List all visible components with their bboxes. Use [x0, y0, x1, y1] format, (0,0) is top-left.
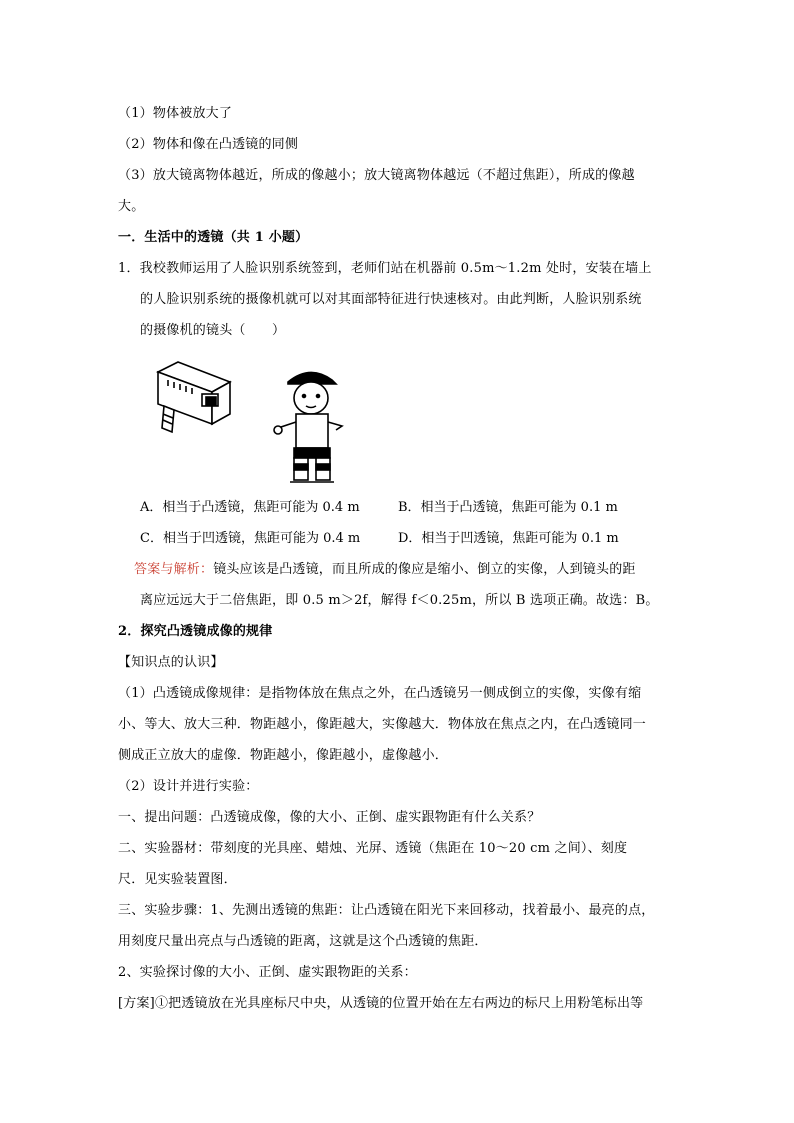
option-b: B．相当于凸透镜，焦距可能为 0.1 m	[398, 500, 618, 515]
option-d: D．相当于凹透镜，焦距可能为 0.1 m	[398, 531, 619, 546]
camera-icon	[158, 362, 230, 432]
question1-illustration	[150, 360, 410, 485]
answer-line1	[134, 560, 636, 580]
step2-line1: 二、实验器材：带刻度的光具座、蜡烛、光屏、透镜（焦距在 10～20 cm 之间）、刻度	[118, 841, 628, 856]
option-c: C．相当于凹透镜，焦距可能为 0.4 m	[140, 531, 361, 546]
text-line-intro-3: （3）放大镜离物体越近，所成的像越小；放大镜离物体越远（不超过焦距），所成的像越	[118, 168, 635, 183]
person-figure	[274, 372, 342, 482]
paragraph1-line1: （1）凸透镜成像规律：是指物体放在焦点之外，在凸透镜另一侧成倒立的实像，实像有缩	[118, 686, 642, 701]
section1-heading: 一．生活中的透镜（共 1 小题）	[118, 230, 309, 245]
step2-line2: 尺．见实验装置图．	[118, 872, 237, 887]
question1-line1: 1．我校教师运用了人脸识别系统签到，老师们站在机器前 0.5m～1.2m 处时，安装在墙上	[118, 261, 652, 276]
text-line-intro-1: （1）物体被放大了	[118, 106, 233, 121]
paragraph1-line2: 小、等大、放大三种．物距越小，像距越大，实像越大．物体放在焦点之内，在凸透镜同一	[118, 717, 647, 732]
step3-line1: 三、实验步骤：1、先测出透镜的焦距：让凸透镜在阳光下来回移动，找着最小、最亮的点，	[118, 903, 655, 918]
step3-line2: 用刻度尺量出亮点与凸透镜的距离，这就是这个凸透镜的焦距．	[118, 934, 488, 949]
paragraph1-line3: 侧成正立放大的虚像．物距越小，像距越小，虚像越小．	[118, 748, 449, 763]
option-a: A．相当于凸透镜，焦距可能为 0.4 m	[140, 500, 360, 515]
knowledge-title: 【知识点的认识】	[118, 655, 224, 670]
section2-heading: 2．探究凸透镜成像的规律	[118, 624, 273, 639]
answer-label: 答案与解析：	[134, 562, 214, 577]
paragraph2: （2）设计并进行实验：	[118, 779, 259, 794]
answer-line2: 离应远远大于二倍焦距，即 0.5 m＞2f，解得 f＜0.25m，所以 B 选项正确。故选：B。	[140, 593, 659, 608]
answer-text: 镜头应该是凸透镜，而且所成的像应是缩小、倒立的实像，人到镜头的距	[213, 562, 636, 577]
question1-line3: 的摄像机的镜头（ ）	[140, 323, 286, 338]
step5: [方案]①把透镜放在光具座标尺中央，从透镜的位置开始在左右两边的标尺上用粉笔标出等	[118, 996, 644, 1011]
text-line-intro-3b: 大。	[118, 199, 145, 214]
step4: 2、实验探讨像的大小、正倒、虚实跟物距的关系：	[118, 965, 417, 980]
step1: 一、提出问题：凸透镜成像，像的大小、正倒、虚实跟物距有什么关系？	[118, 810, 541, 825]
question1-line2: 的人脸识别系统的摄像机就可以对其面部特征进行快速核对。由此判断，人脸识别系统	[140, 292, 642, 307]
text-line-intro-2: （2）物体和像在凸透镜的同侧	[118, 137, 299, 152]
